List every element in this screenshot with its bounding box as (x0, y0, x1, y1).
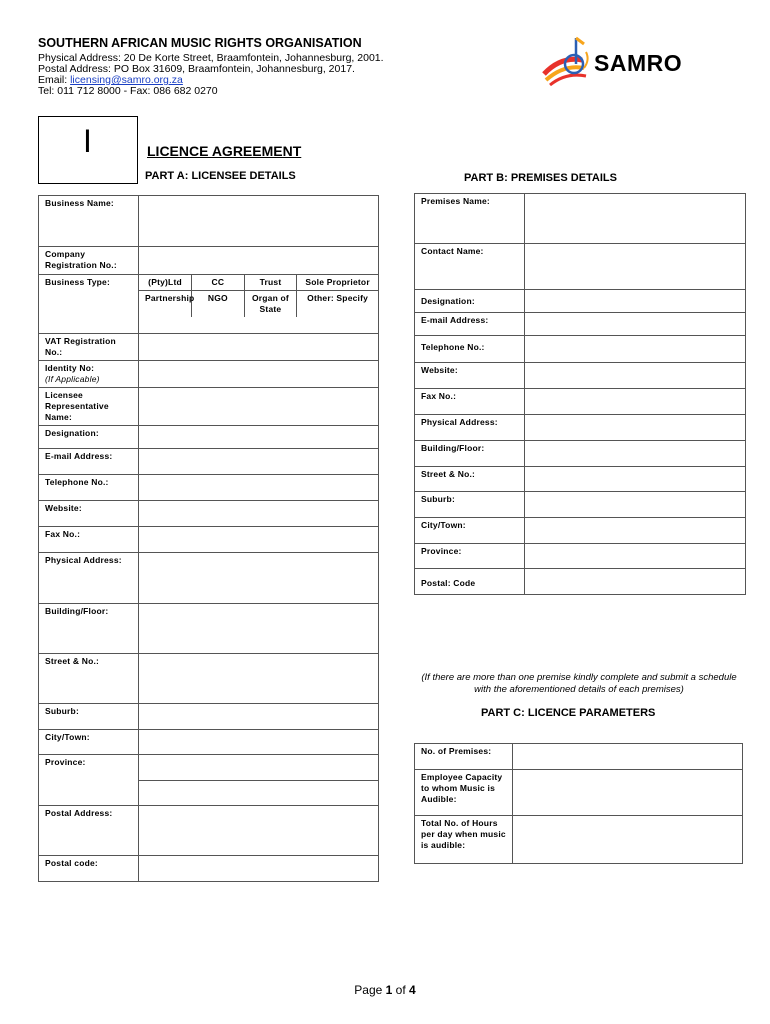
label-business-type: Business Type: (39, 275, 139, 334)
label-identity (39, 361, 139, 388)
c-hours-field[interactable] (513, 816, 743, 864)
email-link[interactable]: licensing@samro.org.za (70, 74, 183, 86)
b-label-premises-name: Premises Name: (415, 194, 525, 244)
part-c-heading: PART C: LICENCE PARAMETERS (481, 707, 656, 719)
part-b-heading: PART B: PREMISES DETAILS (464, 172, 617, 184)
label-telephone: Telephone No.: (39, 475, 139, 501)
type-partnership[interactable]: Partnership (139, 291, 192, 318)
b-label-street: Street & No.: (415, 467, 525, 492)
b-label-website: Website: (415, 363, 525, 389)
label-vat: VAT Registration No.: (39, 334, 139, 361)
province-field[interactable] (139, 755, 379, 781)
designation-field[interactable] (139, 426, 379, 449)
part-b-table (414, 193, 746, 595)
b-website-field[interactable] (525, 363, 746, 389)
b-label-city: City/Town: (415, 518, 525, 544)
b-street-field[interactable] (525, 467, 746, 492)
identity-note: (If Applicable) (45, 374, 100, 384)
b-label-email: E-mail Address: (415, 313, 525, 336)
business-type-grid (139, 275, 379, 334)
c-label-hours: Total No. of Hours per day when music is audible: (415, 816, 513, 864)
type-sole[interactable]: Sole Proprietor (297, 275, 378, 291)
logo-wordmark: SAMRO (594, 50, 683, 76)
b-province-field[interactable] (525, 544, 746, 569)
label-website: Website: (39, 501, 139, 527)
b-label-building: Building/Floor: (415, 441, 525, 467)
label-fax: Fax No.: (39, 527, 139, 553)
b-label-postal-code: Postal: Code (415, 569, 525, 595)
identity-label: Identity No: (45, 363, 95, 373)
page-word: Page (354, 983, 386, 997)
suburb-field[interactable] (139, 704, 379, 730)
website-field[interactable] (139, 501, 379, 527)
part-c-table (414, 743, 743, 864)
b-postal-code-field[interactable] (525, 569, 746, 595)
b-contact-name-field[interactable] (525, 244, 746, 290)
type-ngo[interactable]: NGO (192, 291, 245, 318)
c-premises-field[interactable] (513, 744, 743, 770)
label-street: Street & No.: (39, 654, 139, 704)
c-label-premises: No. of Premises: (415, 744, 513, 770)
email-field[interactable] (139, 449, 379, 475)
of-word: of (392, 983, 410, 997)
label-designation: Designation: (39, 426, 139, 449)
city-field[interactable] (139, 730, 379, 755)
b-email-field[interactable] (525, 313, 746, 336)
label-province-cont (39, 781, 139, 806)
physical-field[interactable] (139, 553, 379, 604)
page-number: 1 (385, 983, 393, 997)
type-other[interactable]: Other: Specify (297, 291, 378, 318)
b-city-field[interactable] (525, 518, 746, 544)
b-label-province: Province: (415, 544, 525, 569)
postal-address-field[interactable] (139, 806, 379, 856)
building-field[interactable] (139, 604, 379, 654)
province-field-2[interactable] (139, 781, 379, 806)
physical-address-line: Physical Address: 20 De Korte Street, Braamfontein, Johannesburg, 2001. (38, 52, 384, 64)
label-rep-name: Licensee Representative Name: (39, 388, 139, 426)
label-company-reg: Company Registration No.: (39, 247, 139, 275)
label-physical: Physical Address: (39, 553, 139, 604)
company-reg-field[interactable] (139, 247, 379, 275)
b-building-field[interactable] (525, 441, 746, 467)
b-fax-field[interactable] (525, 389, 746, 415)
b-suburb-field[interactable] (525, 492, 746, 518)
org-name: SOUTHERN AFRICAN MUSIC RIGHTS ORGANISATION (38, 36, 362, 50)
type-trust[interactable]: Trust (244, 275, 297, 291)
label-postal-code: Postal code: (39, 856, 139, 882)
b-label-physical: Physical Address: (415, 415, 525, 441)
postal-address-line: Postal Address: PO Box 31609, Braamfontein, Johannesburg, 2017. (38, 63, 355, 75)
page-total: 4 (409, 983, 416, 997)
email-prefix: Email: (38, 74, 71, 86)
type-pty[interactable]: (Pty)Ltd (139, 275, 192, 291)
label-email: E-mail Address: (39, 449, 139, 475)
c-capacity-field[interactable] (513, 770, 743, 816)
type-cc[interactable]: CC (192, 275, 245, 291)
box-glyph: I (83, 123, 92, 159)
label-city: City/Town: (39, 730, 139, 755)
tel-line: Tel: 011 712 8000 - Fax: 086 682 0270 (38, 85, 218, 97)
b-label-fax: Fax No.: (415, 389, 525, 415)
c-label-capacity: Employee Capacity to whom Music is Audible: (415, 770, 513, 816)
b-label-designation: Designation: (415, 290, 525, 313)
samro-logo (536, 34, 706, 90)
street-field[interactable] (139, 654, 379, 704)
label-building: Building/Floor: (39, 604, 139, 654)
b-premises-name-field[interactable] (525, 194, 746, 244)
rep-name-field[interactable] (139, 388, 379, 426)
b-physical-field[interactable] (525, 415, 746, 441)
type-organ[interactable]: Organ of State (244, 291, 297, 318)
b-label-suburb: Suburb: (415, 492, 525, 518)
b-telephone-field[interactable] (525, 336, 746, 363)
label-business-name: Business Name: (39, 196, 139, 247)
premises-note: (If there are more than one premise kindly complete and submit a schedule with the aforementioned details of each premises) (421, 672, 737, 695)
telephone-field[interactable] (139, 475, 379, 501)
b-designation-field[interactable] (525, 290, 746, 313)
page-title: LICENCE AGREEMENT (147, 143, 302, 159)
part-a-heading: PART A: LICENSEE DETAILS (145, 170, 296, 182)
vat-field[interactable] (139, 334, 379, 361)
postal-code-field[interactable] (139, 856, 379, 882)
label-postal-address: Postal Address: (39, 806, 139, 856)
page-footer (0, 983, 770, 997)
fax-field[interactable] (139, 527, 379, 553)
label-province: Province: (39, 755, 139, 781)
b-label-telephone: Telephone No.: (415, 336, 525, 363)
b-label-contact-name: Contact Name: (415, 244, 525, 290)
identity-field[interactable] (139, 361, 379, 388)
label-suburb: Suburb: (39, 704, 139, 730)
part-a-table (38, 195, 379, 882)
business-name-field[interactable] (139, 196, 379, 247)
initial-box[interactable] (38, 116, 138, 184)
